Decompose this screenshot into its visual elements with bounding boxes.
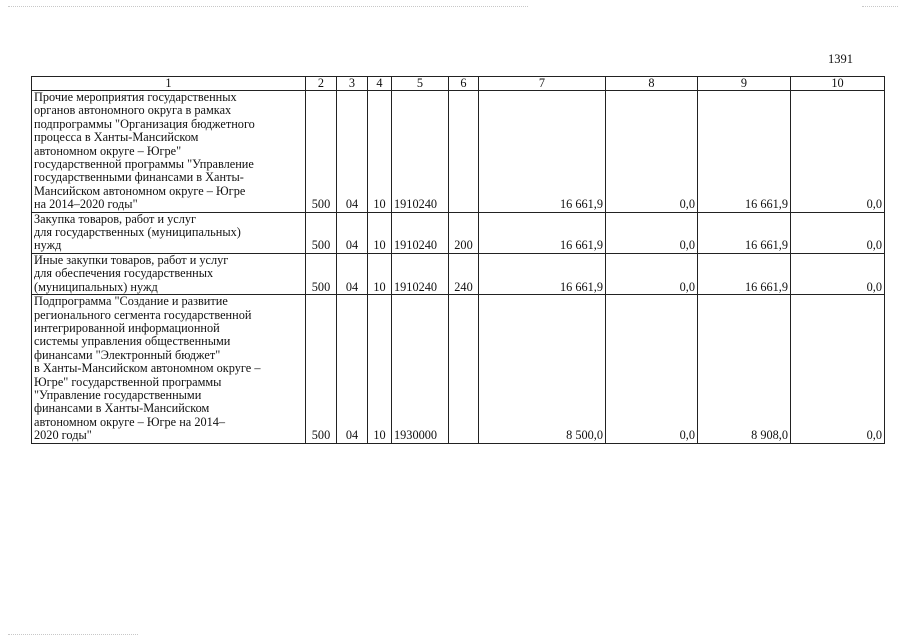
header-col-5: 5 [392, 77, 449, 91]
ministry-code: 500 [306, 295, 337, 443]
expense-type-code: 240 [449, 253, 479, 294]
ministry-code: 500 [306, 91, 337, 213]
header-col-4: 4 [368, 77, 392, 91]
scan-artifact-bottom [8, 634, 138, 636]
row-description: Прочие мероприятия государственных органов автономного округа в рамках подпрограммы "Организация бюджетного процесса в Ханты-Мансийском автономном округе – Югре" государственной программы "Управление государственными финансами в Ханты- Мансийском автономном округе – Югре на 2014–2020 годы" [32, 91, 306, 213]
amount-col-9: 8 908,0 [698, 295, 791, 443]
ministry-code: 500 [306, 253, 337, 294]
row-description: Иные закупки товаров, работ и услуг для обеспечения государственных (муниципальных) нужд [32, 253, 306, 294]
section-code: 04 [337, 295, 368, 443]
target-article-code: 1930000 [392, 295, 449, 443]
ministry-code: 500 [306, 212, 337, 253]
amount-col-9: 16 661,9 [698, 212, 791, 253]
header-col-10: 10 [791, 77, 885, 91]
amount-col-8: 0,0 [606, 295, 698, 443]
header-col-1: 1 [32, 77, 306, 91]
expense-type-code: 200 [449, 212, 479, 253]
amount-col-7: 16 661,9 [479, 253, 606, 294]
amount-col-8: 0,0 [606, 212, 698, 253]
table-row [32, 253, 885, 294]
subsection-code: 10 [368, 91, 392, 213]
header-col-6: 6 [449, 77, 479, 91]
scan-artifact-top [8, 6, 528, 8]
amount-col-9: 16 661,9 [698, 91, 791, 213]
header-col-2: 2 [306, 77, 337, 91]
row-description: Закупка товаров, работ и услуг для государственных (муниципальных) нужд [32, 212, 306, 253]
amount-col-10: 0,0 [791, 91, 885, 213]
amount-col-7: 16 661,9 [479, 212, 606, 253]
subsection-code: 10 [368, 212, 392, 253]
subsection-code: 10 [368, 295, 392, 443]
amount-col-7: 16 661,9 [479, 91, 606, 213]
amount-col-10: 0,0 [791, 253, 885, 294]
table-row [32, 212, 885, 253]
header-col-7: 7 [479, 77, 606, 91]
target-article-code: 1910240 [392, 91, 449, 213]
header-col-9: 9 [698, 77, 791, 91]
amount-col-7: 8 500,0 [479, 295, 606, 443]
header-row [32, 77, 885, 91]
section-code: 04 [337, 253, 368, 294]
subsection-code: 10 [368, 253, 392, 294]
table-row [32, 91, 885, 213]
budget-table [31, 76, 885, 444]
target-article-code: 1910240 [392, 253, 449, 294]
row-description: Подпрограмма "Создание и развитие регионального сегмента государственной интегрированной информационной системы управления общественными финансами "Электронный бюджет" в Ханты-Мансийском автономном округе – Югре" государственной программы "Управление государственными финансами в Ханты-Мансийском автономном округе – Югре на 2014– 2020 годы" [32, 295, 306, 443]
expense-type-code [449, 91, 479, 213]
target-article-code: 1910240 [392, 212, 449, 253]
section-code: 04 [337, 91, 368, 213]
header-col-8: 8 [606, 77, 698, 91]
scan-artifact-top-right [862, 6, 898, 8]
expense-type-code [449, 295, 479, 443]
table-row [32, 295, 885, 443]
amount-col-8: 0,0 [606, 91, 698, 213]
amount-col-10: 0,0 [791, 212, 885, 253]
amount-col-8: 0,0 [606, 253, 698, 294]
page-number: 1391 [828, 52, 853, 66]
amount-col-9: 16 661,9 [698, 253, 791, 294]
header-col-3: 3 [337, 77, 368, 91]
section-code: 04 [337, 212, 368, 253]
amount-col-10: 0,0 [791, 295, 885, 443]
